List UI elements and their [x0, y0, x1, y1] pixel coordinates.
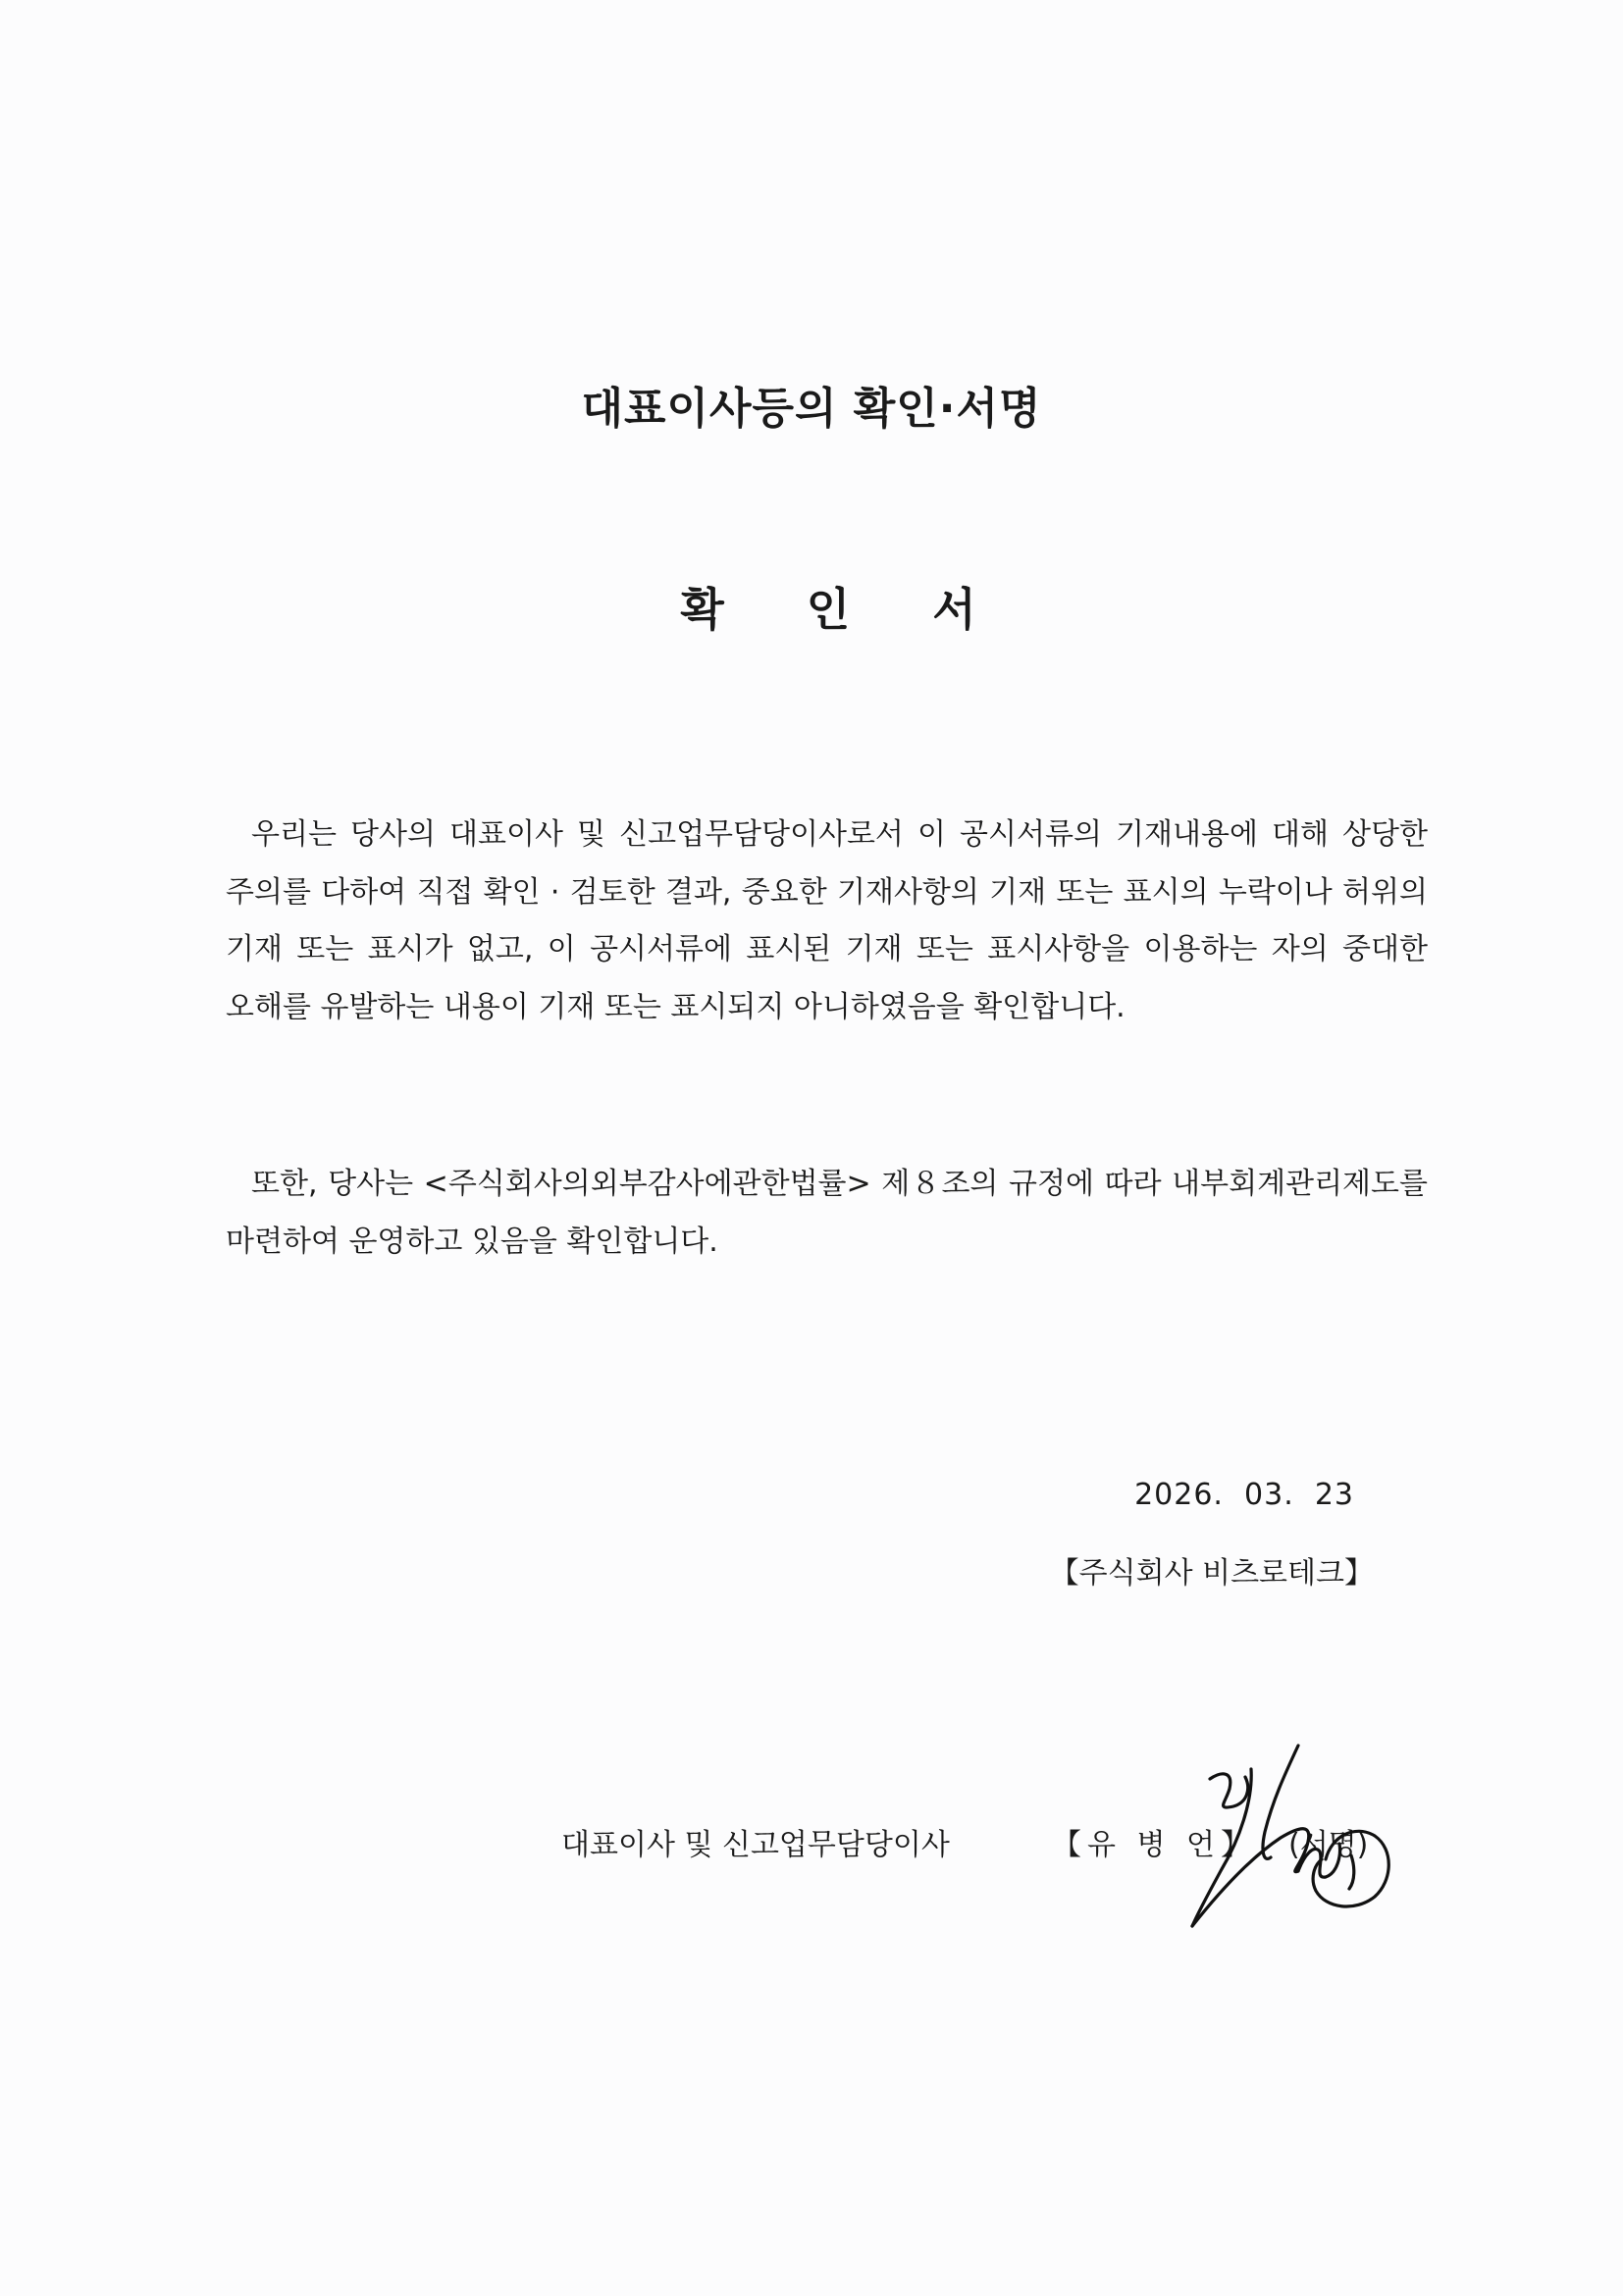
- signer-role: 대표이사 및 신고업무담당이사: [561, 1828, 950, 1862]
- signature-label: (서명): [1288, 1828, 1369, 1862]
- document-date: 2026. 03. 23: [1134, 1478, 1354, 1512]
- document-subtitle: 확 인 서: [680, 583, 1010, 636]
- handwritten-signature-icon: [1182, 1742, 1408, 1948]
- internal-control-paragraph: 또한, 당사는 <주식회사의외부감사에관한법률> 제８조의 규정에 따라 내부회계관리제도를 마련하여 운영하고 있음을 확인합니다.: [226, 1167, 1428, 1259]
- signer-name: 【유 병 언】: [1052, 1828, 1257, 1862]
- document-title: 대표이사등의 확인·서명: [581, 384, 1042, 434]
- confirmation-paragraph: 우리는 당사의 대표이사 및 신고업무담당이사로서 이 공시서류의 기재내용에 대해 상당한 주의를 다하여 직접 확인 · 검토한 결과, 중요한 기재사항의 기재 또는 표시의 누락이나 허위의 기재 또는 표시가 없고, 이 공시서류에 표시된 기재 또는 표시사항을 이용하는 자의 중대한 오해를 유발하는 내용이 기재 또는 표시되지 아니하였음을 확인합니다.: [226, 817, 1428, 1024]
- company-name: 【주식회사 비츠로테크】: [1049, 1556, 1374, 1591]
